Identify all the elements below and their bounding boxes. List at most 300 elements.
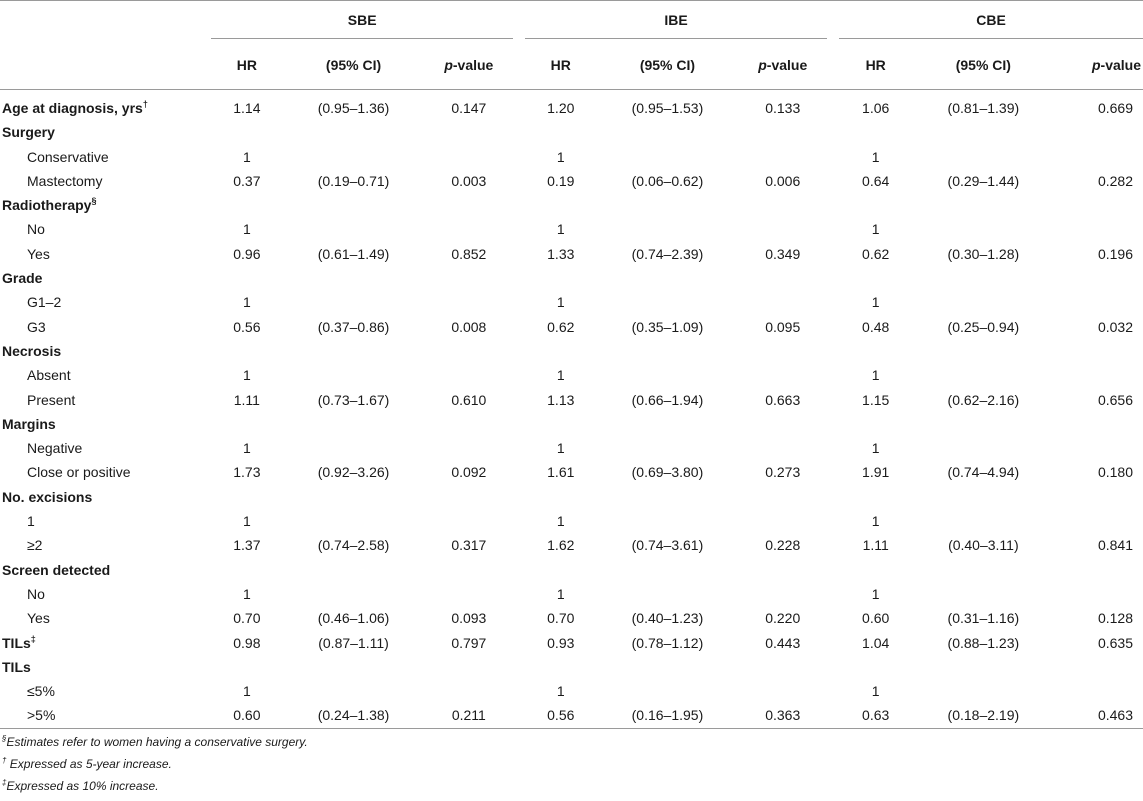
cell-ibe-p-value: 0.363	[739, 703, 827, 728]
cell-ibe-p-value: 0.349	[765, 245, 801, 262]
cell-ibe-ci: (0.69–3.80)	[631, 464, 704, 481]
table-row	[0, 582, 1143, 606]
cell-cbe-hr	[839, 558, 912, 582]
table-row	[0, 242, 1143, 266]
cell-sbe-p-value: 0.008	[451, 318, 487, 335]
cell-cbe-ci: (0.40–3.11)	[948, 537, 1019, 554]
cell-sbe-p-value	[425, 679, 513, 703]
col-header-p-value: p-value	[1054, 41, 1143, 90]
cell-sbe-p-value	[425, 193, 513, 217]
cell-ibe-p-value	[739, 217, 827, 241]
table-body	[0, 90, 1143, 729]
cell-sbe-ci	[282, 679, 424, 703]
cell-cbe-hr	[839, 266, 912, 290]
cell-sbe-hr	[211, 120, 282, 144]
cell-sbe-ci: (0.19–0.71)	[317, 172, 390, 189]
cell-ibe-ci	[596, 145, 738, 169]
cell-sbe-hr	[211, 412, 282, 436]
cell-ibe-p-value	[739, 193, 827, 217]
cell-ibe-hr: 1	[556, 683, 565, 700]
cell-sbe-hr: 1	[242, 683, 251, 700]
cell-cbe-p-value	[1054, 509, 1143, 533]
cell-cbe-hr: 0.60	[862, 610, 890, 627]
cell-sbe-hr	[211, 266, 282, 290]
cell-ibe-ci	[596, 363, 738, 387]
cell-sbe-ci: (0.74–2.58)	[317, 537, 390, 554]
row-level-label: ≥2	[27, 537, 43, 554]
row-level-label: No	[27, 221, 45, 238]
cell-sbe-p-value: 0.797	[451, 634, 487, 651]
cell-ibe-p-value	[739, 436, 827, 460]
cell-ibe-p-value	[739, 582, 827, 606]
table-row	[0, 485, 1143, 509]
cell-cbe-ci	[912, 485, 1054, 509]
cell-ibe-hr	[525, 120, 596, 144]
row-level-label: No	[27, 585, 45, 602]
column-header-row	[0, 41, 1143, 90]
group-header-row	[0, 1, 1143, 42]
row-level-label: 1	[27, 513, 35, 530]
cell-sbe-p-value: 0.317	[451, 537, 487, 554]
cell-cbe-hr: 0.64	[862, 172, 890, 189]
cell-ibe-ci	[596, 412, 738, 436]
table-row	[0, 266, 1143, 290]
group-header-sbe: SBE	[211, 1, 513, 42]
cell-ibe-hr: 1	[556, 148, 565, 165]
row-variable-label: No. excisions	[2, 488, 93, 505]
cell-ibe-hr: 1	[556, 585, 565, 602]
cell-ibe-hr: 1.20	[547, 100, 575, 116]
table-row	[0, 315, 1143, 339]
cell-ibe-p-value	[739, 679, 827, 703]
cell-cbe-hr	[839, 655, 912, 679]
cell-cbe-ci	[912, 217, 1054, 241]
cell-ibe-ci	[596, 193, 738, 217]
cell-ibe-p-value	[739, 412, 827, 436]
cell-cbe-p-value	[1054, 582, 1143, 606]
cell-sbe-p-value: 0.610	[451, 391, 487, 408]
cell-ibe-hr: 0.93	[547, 634, 575, 651]
cell-sbe-ci: (0.92–3.26)	[317, 464, 390, 481]
table-row	[0, 169, 1143, 193]
cell-sbe-hr: 0.56	[233, 318, 261, 335]
group-header-ibe: IBE	[525, 1, 827, 42]
table-row	[0, 558, 1143, 582]
col-header-ci: (95% CI)	[912, 41, 1054, 90]
cell-cbe-p-value	[1054, 120, 1143, 144]
cell-ibe-p-value: 0.133	[765, 100, 801, 116]
cell-cbe-p-value: 0.841	[1097, 537, 1133, 554]
cell-sbe-hr: 1	[242, 513, 251, 530]
cell-cbe-p-value: 0.656	[1097, 391, 1133, 408]
cell-cbe-hr: 0.62	[862, 245, 890, 262]
cell-sbe-ci: (0.95–1.36)	[317, 100, 390, 116]
cell-ibe-hr	[525, 412, 596, 436]
cell-cbe-ci	[912, 193, 1054, 217]
cell-ibe-ci: (0.95–1.53)	[631, 100, 704, 116]
row-level-label: G3	[27, 318, 46, 335]
cell-cbe-p-value	[1054, 266, 1143, 290]
cell-sbe-hr	[211, 655, 282, 679]
cell-sbe-p-value: 0.852	[451, 245, 487, 262]
cell-ibe-hr: 1	[556, 294, 565, 311]
cell-sbe-ci	[282, 193, 424, 217]
cell-sbe-p-value	[425, 120, 513, 144]
cell-ibe-hr: 1.61	[547, 464, 575, 481]
table-row	[0, 290, 1143, 314]
cell-cbe-hr: 1.11	[862, 537, 889, 554]
cell-sbe-ci	[282, 412, 424, 436]
cell-cbe-ci	[912, 290, 1054, 314]
cell-ibe-ci	[596, 266, 738, 290]
table-row	[0, 509, 1143, 533]
cell-cbe-ci: (0.18–2.19)	[912, 703, 1054, 728]
cell-cbe-p-value: 0.196	[1097, 245, 1133, 262]
row-variable-label: Screen detected	[2, 561, 111, 578]
cell-sbe-hr: 0.98	[233, 634, 261, 651]
cell-cbe-hr: 1	[871, 148, 880, 165]
cell-sbe-ci: (0.37–0.86)	[317, 318, 390, 335]
cell-cbe-p-value: 0.463	[1054, 703, 1143, 728]
cell-sbe-p-value	[425, 412, 513, 436]
cell-sbe-ci	[282, 509, 424, 533]
cell-cbe-p-value	[1054, 485, 1143, 509]
cell-cbe-hr: 0.63	[839, 703, 912, 728]
row-level-label: G1–2	[27, 294, 62, 311]
cell-ibe-hr	[525, 266, 596, 290]
cell-sbe-hr: 1	[242, 440, 251, 457]
cell-cbe-ci	[912, 558, 1054, 582]
cell-ibe-ci: (0.06–0.62)	[631, 172, 704, 189]
cell-sbe-ci	[282, 363, 424, 387]
cell-sbe-p-value	[425, 558, 513, 582]
cell-sbe-hr: 1	[242, 585, 251, 602]
cell-ibe-p-value	[739, 655, 827, 679]
cell-cbe-p-value: 0.180	[1097, 464, 1133, 481]
row-variable-label: Age at diagnosis, yrs†	[2, 99, 148, 116]
cell-cbe-hr: 1.91	[862, 464, 890, 481]
cell-ibe-ci	[596, 558, 738, 582]
footnote: §Estimates refer to women having a conservative surgery.	[2, 734, 308, 749]
cell-cbe-p-value	[1054, 145, 1143, 169]
cell-ibe-ci	[596, 436, 738, 460]
cell-cbe-ci	[912, 266, 1054, 290]
table-row	[0, 606, 1143, 630]
cell-sbe-p-value	[425, 290, 513, 314]
cell-sbe-hr: 1.37	[233, 537, 261, 554]
cell-cbe-hr: 1	[871, 367, 880, 384]
table-row	[0, 655, 1143, 679]
cell-sbe-ci: (0.73–1.67)	[317, 391, 390, 408]
cell-ibe-hr: 0.19	[547, 172, 575, 189]
cell-ibe-p-value	[739, 485, 827, 509]
cell-ibe-ci: (0.74–2.39)	[631, 245, 704, 262]
cell-ibe-ci: (0.16–1.95)	[596, 703, 738, 728]
cell-ibe-p-value: 0.663	[765, 391, 801, 408]
cell-cbe-ci	[912, 679, 1054, 703]
row-variable-label: TILs	[2, 658, 31, 675]
cell-cbe-hr	[839, 412, 912, 436]
cell-ibe-hr: 1	[556, 440, 565, 457]
cell-sbe-hr: 0.60	[211, 703, 282, 728]
cell-cbe-hr: 1	[871, 294, 880, 311]
cell-ibe-ci	[596, 582, 738, 606]
cell-ibe-hr: 0.70	[547, 610, 575, 627]
footnote: † Expressed as 5-year increase.	[2, 756, 172, 771]
cell-ibe-p-value: 0.443	[765, 634, 801, 651]
cell-cbe-ci: (0.81–1.39)	[947, 100, 1020, 116]
cell-sbe-p-value	[425, 363, 513, 387]
table-row	[0, 339, 1143, 363]
cell-ibe-ci	[596, 509, 738, 533]
cell-ibe-p-value: 0.273	[765, 464, 801, 481]
col-header-p-value: p-value	[425, 41, 513, 90]
col-header-hr: HR	[525, 41, 596, 90]
cell-cbe-ci	[912, 582, 1054, 606]
cell-ibe-p-value	[739, 145, 827, 169]
cell-cbe-p-value	[1054, 217, 1143, 241]
cell-ibe-p-value	[739, 509, 827, 533]
cell-cbe-p-value	[1054, 412, 1143, 436]
cell-sbe-p-value	[425, 339, 513, 363]
cell-ibe-ci: (0.66–1.94)	[631, 391, 704, 408]
cell-cbe-hr	[839, 193, 912, 217]
cell-sbe-hr	[211, 485, 282, 509]
row-level-label: Conservative	[27, 148, 109, 165]
cell-cbe-hr: 1	[871, 513, 880, 530]
cell-ibe-ci: (0.74–3.61)	[631, 537, 704, 554]
cell-cbe-p-value	[1054, 290, 1143, 314]
cell-cbe-hr: 1	[871, 683, 880, 700]
cell-sbe-hr	[211, 193, 282, 217]
cell-sbe-ci	[282, 217, 424, 241]
cell-ibe-hr: 1.33	[547, 245, 575, 262]
cell-sbe-p-value	[425, 436, 513, 460]
cell-cbe-hr	[839, 339, 912, 363]
row-variable-label: Necrosis	[2, 342, 62, 359]
cell-cbe-ci: (0.62–2.16)	[947, 391, 1020, 408]
cell-sbe-ci	[282, 145, 424, 169]
cell-sbe-hr: 1	[242, 367, 251, 384]
table-row	[0, 145, 1143, 169]
cell-ibe-hr: 1	[556, 513, 565, 530]
cell-sbe-p-value	[425, 582, 513, 606]
cell-cbe-p-value: 0.635	[1097, 634, 1133, 651]
cell-sbe-ci	[282, 339, 424, 363]
cell-ibe-hr: 0.62	[547, 318, 575, 335]
cell-cbe-ci: (0.74–4.94)	[947, 464, 1020, 481]
cell-sbe-hr: 1.14	[233, 100, 261, 116]
cell-cbe-p-value: 0.669	[1097, 100, 1133, 116]
cell-sbe-ci	[282, 655, 424, 679]
col-header-p-value: p-value	[739, 41, 827, 90]
cell-sbe-hr: 1	[242, 148, 251, 165]
col-header-ci: (95% CI)	[596, 41, 738, 90]
cell-ibe-ci	[596, 290, 738, 314]
cell-sbe-ci	[282, 436, 424, 460]
col-header-ci: (95% CI)	[282, 41, 424, 90]
cell-ibe-p-value: 0.220	[765, 610, 801, 627]
cell-sbe-p-value	[425, 655, 513, 679]
cell-ibe-p-value	[739, 120, 827, 144]
cell-sbe-hr: 0.37	[233, 172, 261, 189]
cell-cbe-p-value	[1054, 655, 1143, 679]
cell-cbe-hr: 1	[871, 221, 880, 238]
cell-cbe-ci	[912, 120, 1054, 144]
cell-sbe-ci	[282, 582, 424, 606]
cell-ibe-hr: 1.62	[547, 537, 575, 554]
cell-ibe-ci	[596, 485, 738, 509]
cell-cbe-p-value	[1054, 436, 1143, 460]
cell-sbe-p-value	[425, 485, 513, 509]
cell-cbe-hr: 1.04	[862, 634, 890, 651]
cell-ibe-hr	[525, 193, 596, 217]
table-row	[0, 217, 1143, 241]
row-level-label: >5%	[0, 703, 211, 728]
row-level-label: Mastectomy	[27, 172, 103, 189]
cell-ibe-hr	[525, 485, 596, 509]
cell-cbe-p-value: 0.032	[1097, 318, 1133, 335]
cell-cbe-hr	[839, 485, 912, 509]
cell-sbe-hr: 1	[242, 221, 251, 238]
cell-ibe-hr: 1.13	[547, 391, 575, 408]
cell-cbe-ci	[912, 412, 1054, 436]
cell-ibe-p-value	[739, 558, 827, 582]
cell-sbe-ci: (0.46–1.06)	[317, 610, 390, 627]
cell-ibe-p-value	[739, 290, 827, 314]
cell-ibe-ci: (0.78–1.12)	[631, 634, 704, 651]
cell-ibe-p-value: 0.095	[765, 318, 801, 335]
cell-cbe-p-value	[1054, 339, 1143, 363]
cell-ibe-ci	[596, 655, 738, 679]
table-row	[0, 193, 1143, 217]
cell-sbe-ci	[282, 120, 424, 144]
cell-sbe-ci: (0.61–1.49)	[317, 245, 390, 262]
col-header-hr: HR	[211, 41, 282, 90]
cell-ibe-hr: 0.56	[525, 703, 596, 728]
cell-cbe-hr: 1.06	[862, 100, 890, 116]
cell-cbe-p-value: 0.128	[1097, 610, 1133, 627]
cell-ibe-hr: 1	[556, 367, 565, 384]
row-level-label: Absent	[27, 367, 71, 384]
cell-cbe-ci	[912, 655, 1054, 679]
cell-ibe-hr	[525, 558, 596, 582]
cell-sbe-ci	[282, 485, 424, 509]
cell-ibe-hr	[525, 655, 596, 679]
footnotes	[2, 731, 308, 797]
table-row	[0, 460, 1143, 484]
row-level-label: Negative	[27, 440, 83, 457]
row-level-label: Yes	[27, 610, 50, 627]
cell-ibe-p-value	[739, 266, 827, 290]
cell-sbe-hr: 1.11	[233, 391, 260, 408]
cell-ibe-ci	[596, 217, 738, 241]
cell-sbe-p-value: 0.093	[451, 610, 487, 627]
cell-sbe-ci	[282, 290, 424, 314]
cell-ibe-p-value: 0.228	[765, 537, 801, 554]
col-header-hr: HR	[839, 41, 912, 90]
row-level-label: ≤5%	[27, 683, 55, 700]
cell-cbe-ci	[912, 436, 1054, 460]
cell-ibe-hr: 1	[556, 221, 565, 238]
cell-sbe-p-value	[425, 509, 513, 533]
cell-sbe-hr	[211, 339, 282, 363]
cell-cbe-hr: 1	[871, 440, 880, 457]
table-row	[0, 631, 1143, 655]
cell-cbe-ci: (0.30–1.28)	[947, 245, 1020, 262]
cell-cbe-p-value	[1054, 193, 1143, 217]
cell-cbe-ci	[912, 145, 1054, 169]
cell-cbe-hr: 1	[871, 585, 880, 602]
table-row	[0, 120, 1143, 144]
cell-cbe-ci: (0.88–1.23)	[947, 634, 1020, 651]
table-row	[0, 436, 1143, 460]
cell-ibe-p-value	[739, 339, 827, 363]
cell-ibe-ci	[596, 339, 738, 363]
table-row	[0, 90, 1143, 121]
table-row	[0, 388, 1143, 412]
cell-ibe-ci: (0.40–1.23)	[631, 610, 704, 627]
cell-sbe-hr: 1	[242, 294, 251, 311]
cell-ibe-ci: (0.35–1.09)	[631, 318, 704, 335]
cell-ibe-p-value	[739, 363, 827, 387]
table-row	[0, 363, 1143, 387]
cell-cbe-hr	[839, 120, 912, 144]
cell-cbe-p-value	[1054, 679, 1143, 703]
row-variable-label: Grade	[2, 270, 43, 287]
cell-sbe-ci	[282, 266, 424, 290]
table-row	[0, 703, 1143, 728]
cell-cbe-p-value	[1054, 363, 1143, 387]
cell-cbe-hr: 0.48	[862, 318, 890, 335]
group-header-cbe: CBE	[839, 1, 1143, 42]
cell-sbe-p-value: 0.092	[451, 464, 487, 481]
row-level-label: Yes	[27, 245, 50, 262]
cell-sbe-ci: (0.87–1.11)	[318, 634, 389, 651]
cell-ibe-ci	[596, 120, 738, 144]
row-level-label: Present	[27, 391, 76, 408]
cell-cbe-ci: (0.29–1.44)	[947, 172, 1020, 189]
table-row	[0, 679, 1143, 703]
row-variable-label: Surgery	[2, 124, 55, 141]
cell-cbe-ci	[912, 509, 1054, 533]
row-level-label: Close or positive	[27, 464, 131, 481]
row-variable-label: Margins	[2, 415, 56, 432]
cell-ibe-hr	[525, 339, 596, 363]
cell-sbe-hr: 0.70	[233, 610, 261, 627]
cell-sbe-hr: 0.96	[233, 245, 261, 262]
cell-sbe-p-value: 0.003	[451, 172, 487, 189]
cell-ibe-ci	[596, 679, 738, 703]
cell-cbe-ci: (0.31–1.16)	[947, 610, 1020, 627]
cell-sbe-ci: (0.24–1.38)	[282, 703, 424, 728]
table-row	[0, 412, 1143, 436]
footnote: ‡Expressed as 10% increase.	[2, 778, 159, 793]
cell-cbe-ci	[912, 339, 1054, 363]
cell-sbe-p-value	[425, 145, 513, 169]
cell-sbe-p-value	[425, 217, 513, 241]
cell-ibe-p-value: 0.006	[765, 172, 801, 189]
cell-cbe-p-value: 0.282	[1097, 172, 1133, 189]
row-variable-label: TILs‡	[2, 633, 36, 651]
cell-cbe-hr: 1.15	[862, 391, 890, 408]
cell-sbe-p-value: 0.147	[451, 100, 487, 116]
cell-sbe-hr	[211, 558, 282, 582]
cell-sbe-hr: 1.73	[233, 464, 261, 481]
cell-sbe-p-value: 0.211	[425, 703, 513, 728]
cell-cbe-p-value	[1054, 558, 1143, 582]
cell-cbe-ci: (0.25–0.94)	[947, 318, 1020, 335]
